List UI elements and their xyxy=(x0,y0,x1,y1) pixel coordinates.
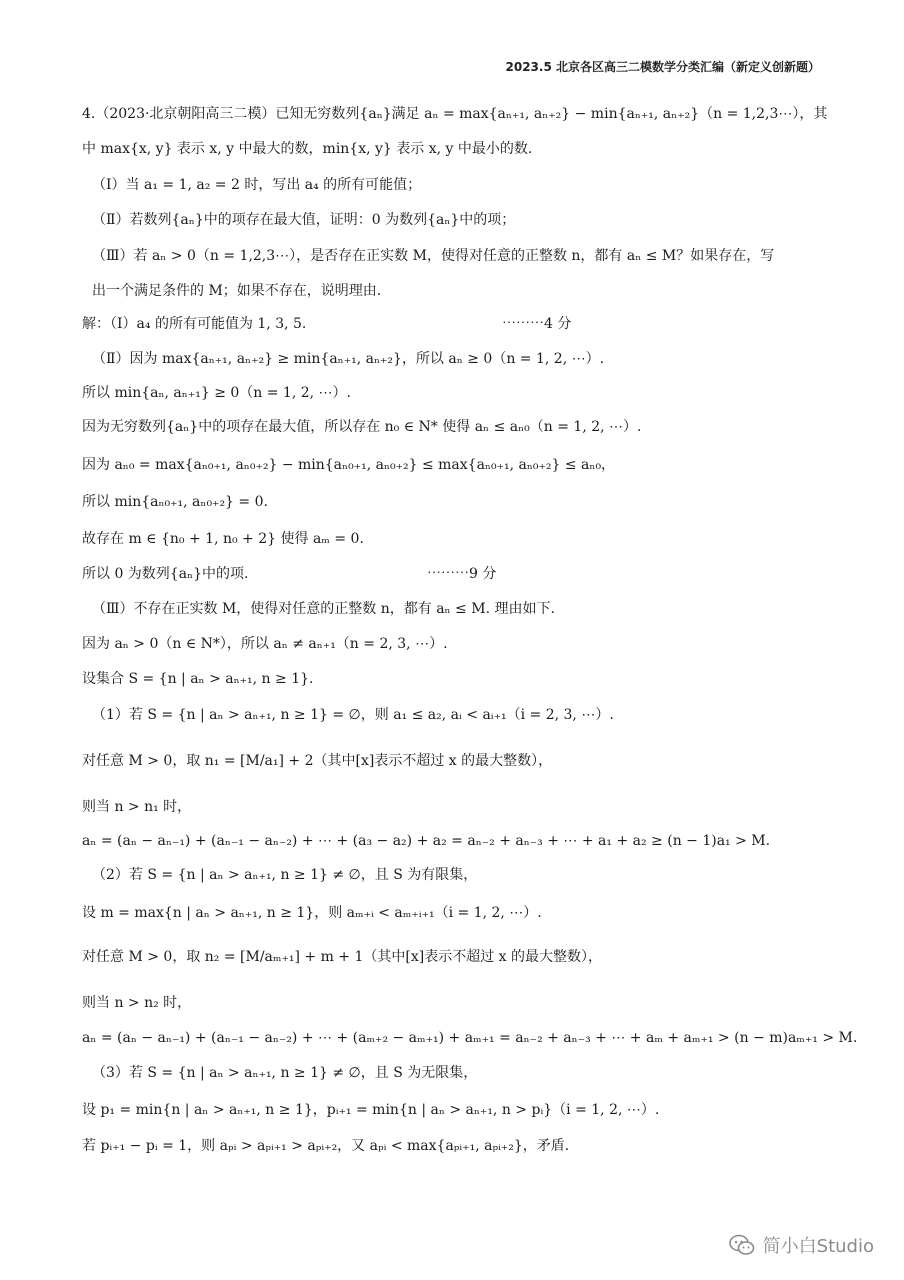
solution-line: 因为 aₙ > 0（n ∈ N*），所以 aₙ ≠ aₙ₊₁（n = 2, 3, ⋯）. xyxy=(82,636,448,652)
solution-line: 对任意 M > 0，取 n₁ = [M/a₁] + 2（其中[x]表示不超过 x 的最大整数）， xyxy=(82,753,553,769)
solution-line: 所以 0 为数列{aₙ}中的项. xyxy=(82,566,249,582)
solution-line: 则当 n > n₂ 时， xyxy=(82,995,192,1011)
solution-line: 解：（Ⅰ）a₄ 的所有可能值为 1, 3, 5. xyxy=(82,316,307,332)
page-header: 2023.5 北京各区高三二模数学分类汇编（新定义创新题） xyxy=(505,60,820,74)
wechat-icon xyxy=(729,1234,755,1256)
solution-line: 因为 aₙ₀ = max{aₙ₀₊₁, aₙ₀₊₂} − min{aₙ₀₊₁, aₙ₀₊₂} ≤ max{aₙ₀₊₁, aₙ₀₊₂} ≤ aₙ₀， xyxy=(82,457,616,473)
solution-line: 设集合 S = {n | aₙ > aₙ₊₁, n ≥ 1}. xyxy=(82,671,314,687)
problem-part-3: （Ⅲ）若 aₙ > 0（n = 1,2,3⋯），是否存在正实数 M，使得对任意的正整数 n，都有 aₙ ≤ M？如果存在，写 xyxy=(92,248,775,264)
problem-part-1: （Ⅰ）当 a₁ = 1, a₂ = 2 时，写出 a₄ 的所有可能值； xyxy=(92,177,422,193)
solution-line: 设 m = max{n | aₙ > aₙ₊₁, n ≥ 1}，则 aₘ₊ᵢ < aₘ₊ᵢ₊₁（i = 1, 2, ⋯）. xyxy=(82,905,542,921)
watermark xyxy=(729,1232,874,1258)
solution-line: 因为无穷数列{aₙ}中的项存在最大值，所以存在 n₀ ∈ N* 使得 aₙ ≤ aₙ₀（n = 1, 2, ⋯）. xyxy=(82,419,642,435)
solution-line: 对任意 M > 0，取 n₂ = [M/aₘ₊₁] + m + 1（其中[x]表示不超过 x 的最大整数）， xyxy=(82,949,603,965)
solution-equation: aₙ = (aₙ − aₙ₋₁) + (aₙ₋₁ − aₙ₋₂) + ⋯ + (a₃ − a₂) + a₂ = aₙ₋₂ + aₙ₋₃ + ⋯ + a₁ + a₂ ≥ (n − 1)a₁ > M. xyxy=(82,833,771,849)
solution-case-1: （1）若 S = {n | aₙ > aₙ₊₁, n ≥ 1} = ∅，则 a₁ ≤ a₂, aᵢ < aᵢ₊₁（i = 2, 3, ⋯）. xyxy=(92,707,614,723)
solution-case-3: （3）若 S = {n | aₙ > aₙ₊₁, n ≥ 1} ≠ ∅，且 S 为无限集， xyxy=(92,1065,478,1081)
solution-equation: aₙ = (aₙ − aₙ₋₁) + (aₙ₋₁ − aₙ₋₂) + ⋯ + (aₘ₊₂ − aₘ₊₁) + aₘ₊₁ = aₙ₋₂ + aₙ₋₃ + ⋯ + aₘ + aₘ₊₁ > (n − m)aₘ₊₁ > M. xyxy=(82,1030,858,1046)
solution-line: 若 pᵢ₊₁ − pᵢ = 1，则 aₚᵢ > aₚᵢ₊₁ > aₚᵢ₊₂，又 aₚᵢ < max{aₚᵢ₊₁, aₚᵢ₊₂}，矛盾. xyxy=(82,1138,570,1154)
solution-line: （Ⅲ）不存在正实数 M，使得对任意的正整数 n，都有 aₙ ≤ M. 理由如下. xyxy=(92,601,555,617)
solution-line: 故存在 m ∈ {n₀ + 1, n₀ + 2} 使得 aₘ = 0. xyxy=(82,531,364,547)
solution-line: 所以 min{aₙ₀₊₁, aₙ₀₊₂} = 0. xyxy=(82,494,268,510)
solution-line: 设 p₁ = min{n | aₙ > aₙ₊₁, n ≥ 1}，pᵢ₊₁ = min{n | aₙ > aₙ₊₁, n > pᵢ}（i = 1, 2, ⋯）. xyxy=(82,1102,660,1118)
solution-line: （Ⅱ）因为 max{aₙ₊₁, aₙ₊₂} ≥ min{aₙ₊₁, aₙ₊₂}，所以 aₙ ≥ 0（n = 1, 2, ⋯）. xyxy=(92,351,605,367)
problem-line: 中 max{x, y} 表示 x, y 中最大的数，min{x, y} 表示 x, y 中最小的数. xyxy=(82,141,533,157)
score-mark: ⋯⋯⋯4 分 xyxy=(502,316,572,332)
solution-case-2: （2）若 S = {n | aₙ > aₙ₊₁, n ≥ 1} ≠ ∅，且 S 为有限集， xyxy=(92,867,478,883)
solution-line: 所以 min{aₙ, aₙ₊₁} ≥ 0（n = 1, 2, ⋯）. xyxy=(82,385,351,401)
problem-line: 4.（2023·北京朝阳高三二模）已知无穷数列{aₙ}满足 aₙ = max{aₙ₊₁, aₙ₊₂} − min{aₙ₊₁, aₙ₊₂}（n = 1,2,3⋯），其 xyxy=(82,106,828,122)
watermark-text: 简小白Studio xyxy=(762,1236,874,1257)
solution-line: 则当 n > n₁ 时， xyxy=(82,799,192,815)
problem-part-2: （Ⅱ）若数列{aₙ}中的项存在最大值，证明：0 为数列{aₙ}中的项； xyxy=(92,212,516,228)
problem-line: 出一个满足条件的 M；如果不存在，说明理由. xyxy=(92,283,382,299)
score-mark: ⋯⋯⋯9 分 xyxy=(427,566,497,582)
